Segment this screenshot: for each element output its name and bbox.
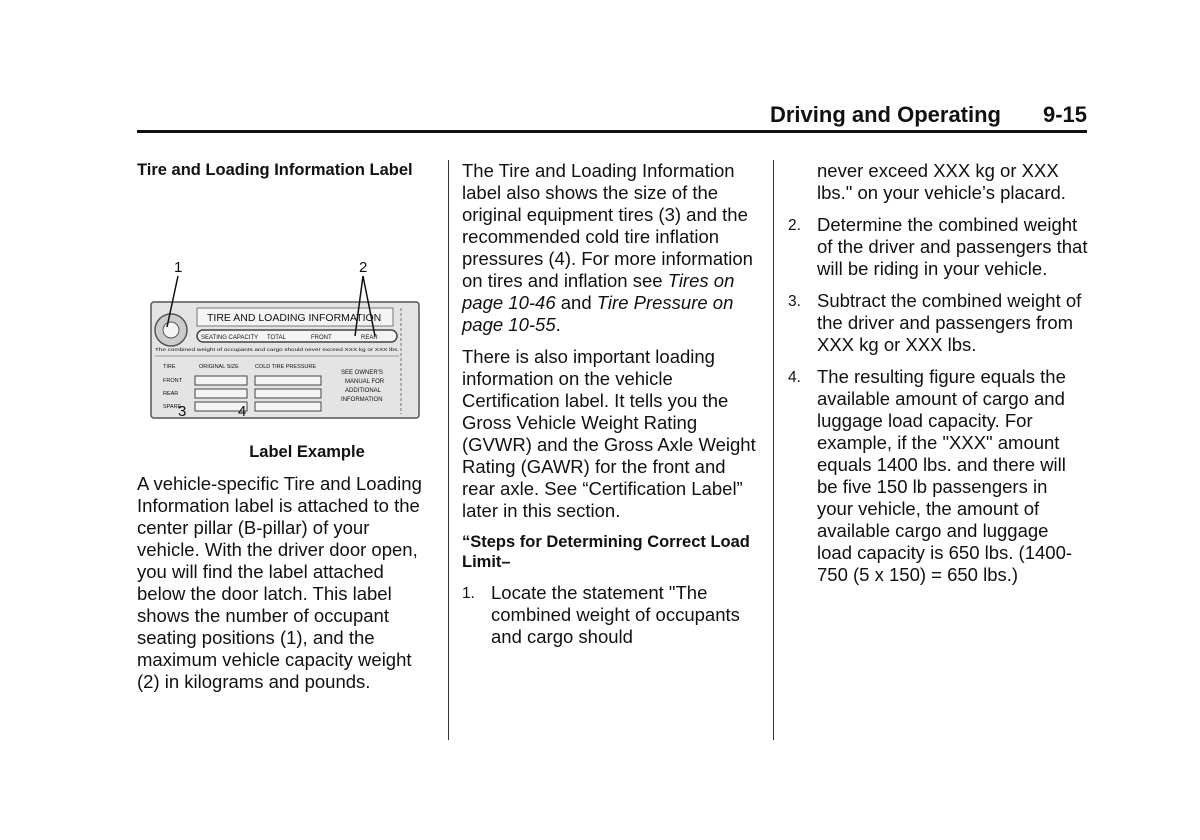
step-number: 4.: [788, 369, 801, 386]
list-item: [788, 214, 1088, 280]
link-tires[interactable]: Tires on page 10-46: [462, 270, 735, 313]
body-paragraph: There is also important loading information on the vehicle Certification label. It tells you the Gross Vehicle Weight Rating (GVWR) and the Gross Axle Weight Rating (GAWR) for the front and rear axle. See “Certification Label” later in this section.: [462, 346, 756, 521]
steps-heading: “Steps for Determining Correct Load Limit–: [462, 533, 750, 571]
step-text: Determine the combined weight of the driver and passengers that will be riding in your vehicle.: [817, 214, 1088, 279]
step-text: The resulting figure equals the available amount of cargo and luggage load capacity. For example, if the "XXX" amount equals 1400 lbs. and there will be five 150 lb passengers in your vehicle, the amount of available cargo and luggage load capacity is 650 lbs. (1400-750 (5 x 150) = 650 lbs.): [817, 366, 1073, 585]
svg-text:REAR: REAR: [361, 335, 378, 341]
svg-text:ADDITIONAL: ADDITIONAL: [345, 388, 382, 394]
list-item: [788, 290, 1088, 356]
step-text: Subtract the combined weight of the driver and passengers from XXX kg or XXX lbs.: [817, 290, 1082, 355]
step-number: 2.: [788, 217, 801, 234]
body-paragraph: A vehicle-specific Tire and Loading Information label is attached to the center pillar (B-pillar) of your vehicle. With the driver door open, you will find the label attached below the door latch. This label shows the number of occupant seating positions (1), and the maximum vehicle capacity weight (2) in kilograms and pounds.: [137, 473, 422, 692]
list-item: [788, 366, 1088, 586]
page-header: [137, 96, 1087, 133]
callout-4: 4: [238, 403, 247, 420]
page-number: 9-15: [1042, 102, 1087, 127]
list-item-continued: never exceed XXX kg or XXX lbs." on your vehicle’s placard.: [817, 160, 1066, 203]
svg-text:FRONT: FRONT: [163, 378, 182, 384]
step-number: 3.: [788, 293, 801, 310]
column-1: [137, 160, 437, 703]
statement-line: The combined weight of occupants and cargo should never exceed XXX kg or XXX lbs.: [155, 348, 341, 353]
svg-text:ORIGINAL SIZE: ORIGINAL SIZE: [199, 364, 239, 370]
section-title: Driving and Operating: [769, 102, 1001, 127]
label-title: TIRE AND LOADING INFORMATION: [207, 312, 382, 324]
column-2: [462, 160, 762, 658]
svg-text:MANUAL FOR: MANUAL FOR: [345, 379, 385, 385]
body-paragraph: The Tire and Loading Information label also shows the size of the original equipment tires (3) and the recommended cold tire inflation pressures (4). For more information on tires and inflation see Tires on page 10-46 and Tire Pressure on page 10-55.: [462, 160, 753, 335]
svg-text:TIRE: TIRE: [163, 364, 176, 370]
svg-text:SEATING CAPACITY: SEATING CAPACITY: [201, 335, 259, 341]
link-tire-pressure[interactable]: Tire Pressure on page 10-55: [462, 292, 734, 335]
figure-caption: Label Example: [249, 443, 365, 461]
svg-text:COLD TIRE PRESSURE: COLD TIRE PRESSURE: [255, 364, 317, 370]
callout-3: 3: [178, 403, 187, 420]
section-heading: Tire and Loading Information Label: [137, 161, 413, 179]
callout-2: 2: [359, 259, 368, 276]
svg-text:TOTAL: TOTAL: [267, 335, 286, 341]
column-divider: [448, 160, 449, 740]
callout-1: 1: [174, 259, 183, 276]
column-divider: [773, 160, 774, 740]
list-item: [462, 582, 762, 648]
svg-text:FRONT: FRONT: [311, 335, 332, 341]
column-3: [788, 160, 1088, 596]
svg-text:SPARE: SPARE: [163, 404, 182, 410]
step-text: Locate the statement "The combined weight of occupants and cargo should: [491, 582, 740, 647]
svg-text:SEE OWNER'S: SEE OWNER'S: [341, 370, 383, 376]
svg-text:REAR: REAR: [163, 391, 179, 397]
svg-text:INFORMATION: INFORMATION: [341, 397, 383, 403]
step-number: 1.: [462, 585, 475, 602]
tire-label-figure: [137, 190, 437, 420]
